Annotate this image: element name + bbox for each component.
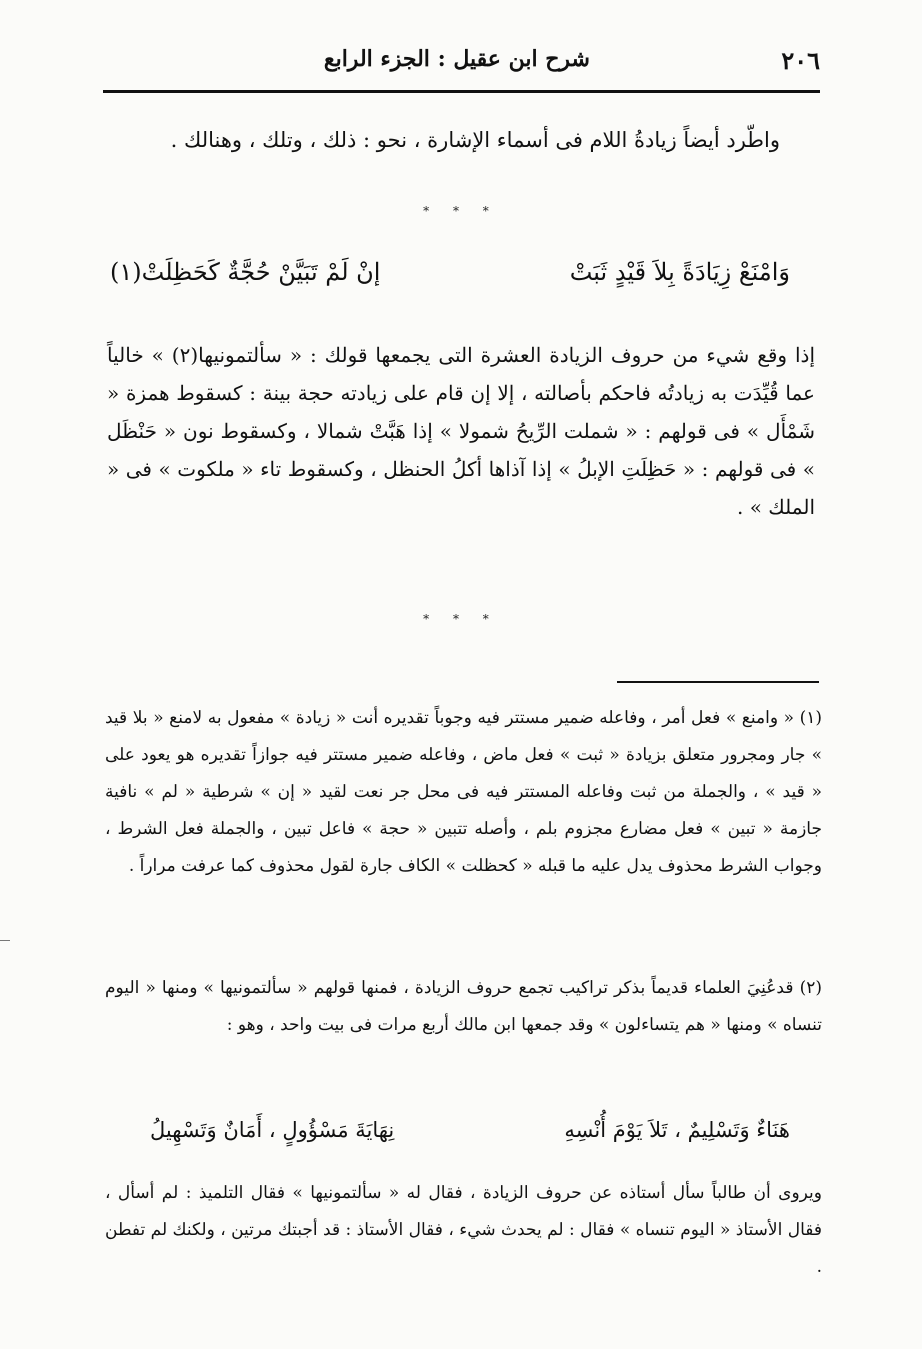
footnote-rule	[617, 681, 819, 683]
verse-first-hemistich: وَامْنَعْ زِيَادَةً بِلاَ قَيْدٍ ثَبَتْ	[569, 258, 790, 286]
margin-mark	[0, 940, 10, 941]
section-divider-stars: * * *	[423, 204, 499, 218]
footnote-verse-first: هَنَاءٌ وَتَسْلِيمٌ ، تَلاَ يَوْمَ أُنْسِهِ	[564, 1118, 790, 1142]
page-number: ٢٠٦	[781, 46, 820, 75]
footnote-anecdote: ويروى أن طالباً سأل أستاذه عن حروف الزيادة ، فقال له « سألتمونيها » فقال التلميذ : لم أسأل ، فقال الأستاذ « اليوم تنساه » فقال : لم يحدث شيء ، فقال الأستاذ : قد أجبتك مرتين ، ولكنك لم تفطن .	[105, 1183, 822, 1277]
page-header	[103, 40, 820, 92]
verse-line	[110, 258, 790, 306]
running-title: شرح ابن عقيل : الجزء الرابع	[323, 46, 590, 72]
footnote-verse-second: نِهَايَةَ مَسْؤُولٍ ، أَمَانٌ وَتَسْهِيلُ	[150, 1118, 395, 1142]
verse-second-hemistich: إنْ لَمْ تَبَيَّنْ حُجَّةٌ كَحَظِلَتْ(١)	[110, 258, 381, 286]
header-rule	[103, 90, 820, 93]
footnote-verse	[150, 1118, 790, 1158]
intro-line: واطّرد أيضاً زيادةُ اللام فى أسماء الإشارة ، نحو : ذلك ، وتلك ، وهنالك .	[170, 128, 780, 152]
footnote-1: (١) « وامنع » فعل أمر ، وفاعله ضمير مستتر فيه وجوباً تقديره أنت « زيادة » مفعول به لامنع « بلا قيد » جار ومجرور متعلق بزيادة « ثبت » فعل ماض ، وفاعله ضمير مستتر فيه جوازاً تقديره هو يعود على « قيد » ، والجملة من ثبت وفاعله المستتر فيه فى محل جر نعت لقيد « إن » شرطية « لم » نافية جازمة « تبين » فعل مضارع مجزوم بلم ، وأصله تتبين « حجة » فاعل تبين ، والجملة فعل الشرط ، وجواب الشرط محذوف يدل عليه ما قبله « كحظلت » الكاف جارة لقول محذوف كما عرفت مراراً .	[105, 708, 822, 876]
commentary-paragraph: إذا وقع شيء من حروف الزيادة العشرة التى يجمعها قولك : « سألتمونيها(٢) » خالياً عما قُيِّدَت به زيادتُه فاحكم بأصالته ، إلا إن قام على زيادته حجة بينة : كسقوط همزة « شَمْأَل » فى قولهم : « شملت الرِّيحُ شمولا » إذا هَبَّتْ شمالا ، وكسقوط نون « حَنْظَل » فى قولهم : « حَظِلَتِ الإبلُ » إذا آذاها أكلُ الحنظل ، وكسقوط تاء « ملكوت » فى « الملك » .	[107, 343, 815, 519]
footnote-2: (٢) قدعُنِيَ العلماء قديماً بذكر تراكيب تجمع حروف الزيادة ، فمنها قولهم « سألتمونيها » ومنها « اليوم تنساه » ومنها « هم يتساءلون » وقد جمعها ابن مالك أربع مرات فى بيت واحد ، وهو :	[105, 978, 822, 1035]
section-divider-stars: * * *	[423, 612, 499, 626]
